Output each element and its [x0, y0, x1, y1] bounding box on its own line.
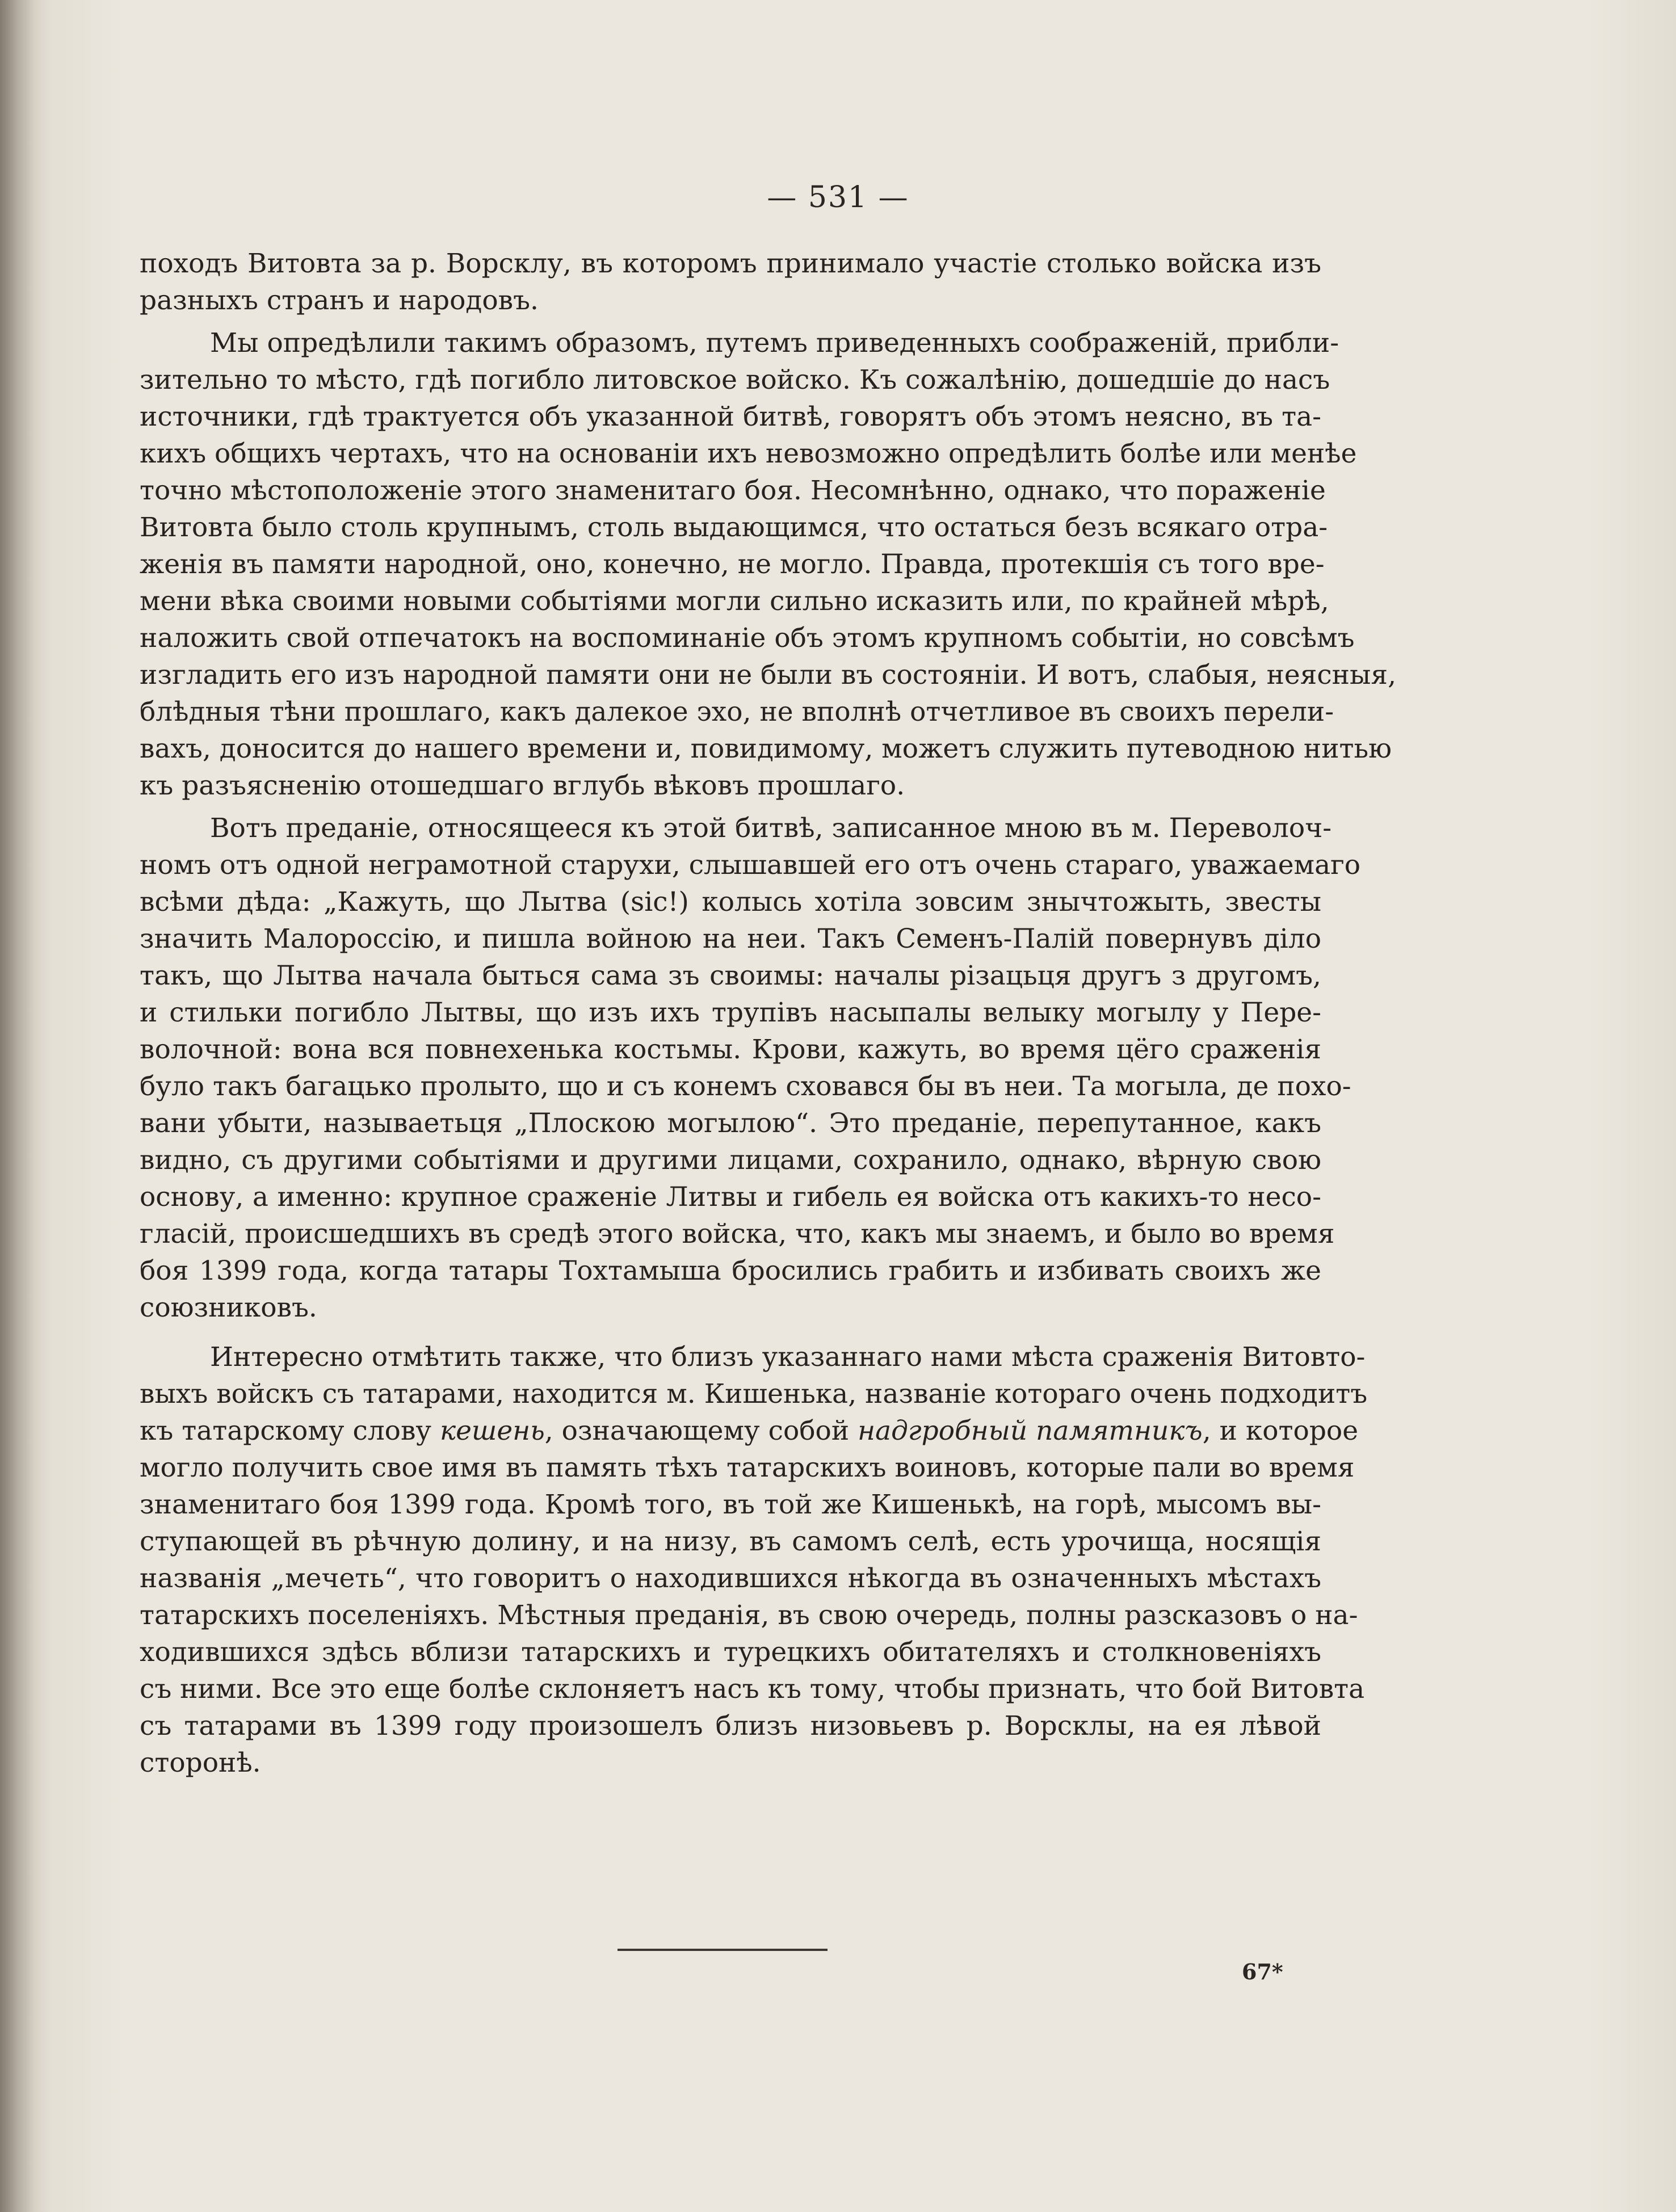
text-fragment: , и которое [1202, 1415, 1359, 1446]
text-line: ходившихся здѣсь вблизи татарскихъ и турецкихъ обитателяхъ и столкновеніяхъ [140, 1637, 1321, 1668]
text-line: боя 1399 года, когда татары Тохтамыша бросились грабить и избивать своихъ же [140, 1255, 1321, 1286]
text-line: видно, съ другими событіями и другими лицами, сохранило, однако, вѣрную свою [140, 1145, 1321, 1176]
page-gutter-shadow [0, 0, 34, 2212]
page-number-header: — 531 — [767, 180, 909, 215]
text-line: выхъ войскъ съ татарами, находится м. Кишенька, названіе котораго очень подходитъ [140, 1378, 1368, 1410]
signature-mark: 67* [1242, 1959, 1283, 1984]
text-line: всѣми дѣда: „Кажуть, що Лытва (sic!) колысь хотіла зовсим знычтожыть, звесты [140, 886, 1321, 918]
text-line-with-emphasis [140, 1412, 1359, 1449]
text-line: Вотъ преданіе, относящееся къ этой битвѣ, записанное мною въ м. Переволоч- [210, 813, 1332, 844]
text-line: могло получить свое имя въ память тѣхъ татарскихъ воиновъ, которые пали во время [140, 1452, 1355, 1483]
text-line: изгладить его изъ народной памяти они не были въ состояніи. И вотъ, слабыя, неясныя, [140, 659, 1397, 691]
text-line: съ ними. Все это еще болѣе склоняетъ насъ къ тому, чтобы признать, что бой Витовта [140, 1673, 1365, 1705]
text-line: знаменитаго боя 1399 года. Кромѣ того, въ той же Кишенькѣ, на горѣ, мысомъ вы- [140, 1489, 1321, 1520]
text-line: блѣдныя тѣни прошлаго, какъ далекое эхо, не вполнѣ отчетливое въ своихъ перели- [140, 696, 1334, 727]
text-line: було такъ багацько пролыто, що и съ конемъ сховався бы въ неи. Та могыла, де похо- [140, 1071, 1351, 1102]
end-rule [618, 1949, 828, 1951]
text-line: женія въ памяти народной, оно, конечно, не могло. Правда, протекшія съ того вре- [140, 549, 1325, 580]
text-fragment: къ татарскому слову [140, 1415, 440, 1446]
text-line: кихъ общихъ чертахъ, что на основаніи ихъ невозможно опредѣлить болѣе или менѣе [140, 438, 1357, 469]
text-line: названія „мечеть“, что говоритъ о находившихся нѣкогда въ означенныхъ мѣстахъ [140, 1563, 1321, 1594]
text-line: значить Малороссію, и пишла войною на неи. Такъ Семенъ-Палій повернувъ діло [140, 923, 1321, 954]
text-line: волочной: вона вся повнехенька костьмы. Крови, кажуть, во время цёго сраженія [140, 1034, 1321, 1065]
text-line: наложить свой отпечатокъ на воспоминаніе объ этомъ крупномъ событіи, но совсѣмъ [140, 623, 1355, 654]
text-line: основу, а именно: крупное сраженіе Литвы и гибель ея войска отъ какихъ-то несо- [140, 1181, 1321, 1213]
text-line: Интересно отмѣтить также, что близъ указаннаго нами мѣста сраженія Витовто- [210, 1342, 1366, 1373]
text-line: вахъ, доносится до нашего времени и, повидимому, можетъ служить путеводною нитью [140, 733, 1392, 764]
text-line: походъ Витовта за р. Ворсклу, въ которомъ принимало участіе столько войска изъ [140, 248, 1321, 279]
text-line: съ татарами въ 1399 году произошелъ близъ низовьевъ р. Ворсклы, на ея лѣвой [140, 1710, 1321, 1742]
page-body [140, 245, 1397, 1781]
text-line: и стильки погибло Лытвы, що изъ ихъ трупівъ насыпалы велыку могылу у Пере- [140, 997, 1321, 1028]
text-line: ступающей въ рѣчную долину, и на низу, въ самомъ селѣ, есть урочища, носящія [140, 1526, 1321, 1557]
paragraph-2 [140, 325, 1397, 804]
text-line: вани убыти, называетьця „Плоскою могылою“. Это преданіе, перепутанное, какъ [140, 1108, 1321, 1139]
emphasis-word-keshen: кешень [440, 1415, 545, 1446]
paragraph-4 [140, 1339, 1368, 1781]
text-line: татарскихъ поселеніяхъ. Мѣстныя преданія, въ свою очередь, полны разсказовъ о на- [140, 1600, 1358, 1631]
paragraph-3 [140, 810, 1361, 1326]
text-line: разныхъ странъ и народовъ. [140, 285, 539, 316]
text-line: къ разъясненію отошедшаго вглубь вѣковъ прошлаго. [140, 770, 905, 801]
emphasis-phrase-gravestone: надгробный памятникъ [858, 1415, 1203, 1446]
text-line: союзниковъ. [140, 1292, 317, 1323]
text-line: зительно то мѣсто, гдѣ погибло литовское войско. Къ сожалѣнію, дошедшіе до насъ [140, 364, 1330, 396]
text-line: Мы опредѣлили такимъ образомъ, путемъ приведенныхъ соображеній, прибли- [210, 327, 1339, 359]
text-line: источники, гдѣ трактуется объ указанной битвѣ, говорятъ объ этомъ неясно, въ та- [140, 401, 1321, 432]
text-line: мени вѣка своими новыми событіями могли сильно исказить или, по крайней мѣрѣ, [140, 586, 1329, 617]
text-line: номъ отъ одной неграмотной старухи, слышавшей его отъ очень стараго, уважаемаго [140, 850, 1361, 881]
text-line: гласій, происшедшихъ въ средѣ этого войска, что, какъ мы знаемъ, и было во время [140, 1218, 1335, 1250]
text-line: точно мѣстоположеніе этого знаменитаго боя. Несомнѣнно, однако, что пораженіе [140, 475, 1326, 506]
text-line: Витовта было столь крупнымъ, столь выдающимся, что остаться безъ всякаго отра- [140, 512, 1328, 543]
paragraph-1 [140, 245, 1321, 319]
text-line: сторонѣ. [140, 1747, 261, 1778]
text-line: такъ, що Лытва начала быться сама зъ своимы: началы різацьця другъ з другомъ, [140, 960, 1321, 991]
text-fragment: , означающему собой [544, 1415, 858, 1446]
